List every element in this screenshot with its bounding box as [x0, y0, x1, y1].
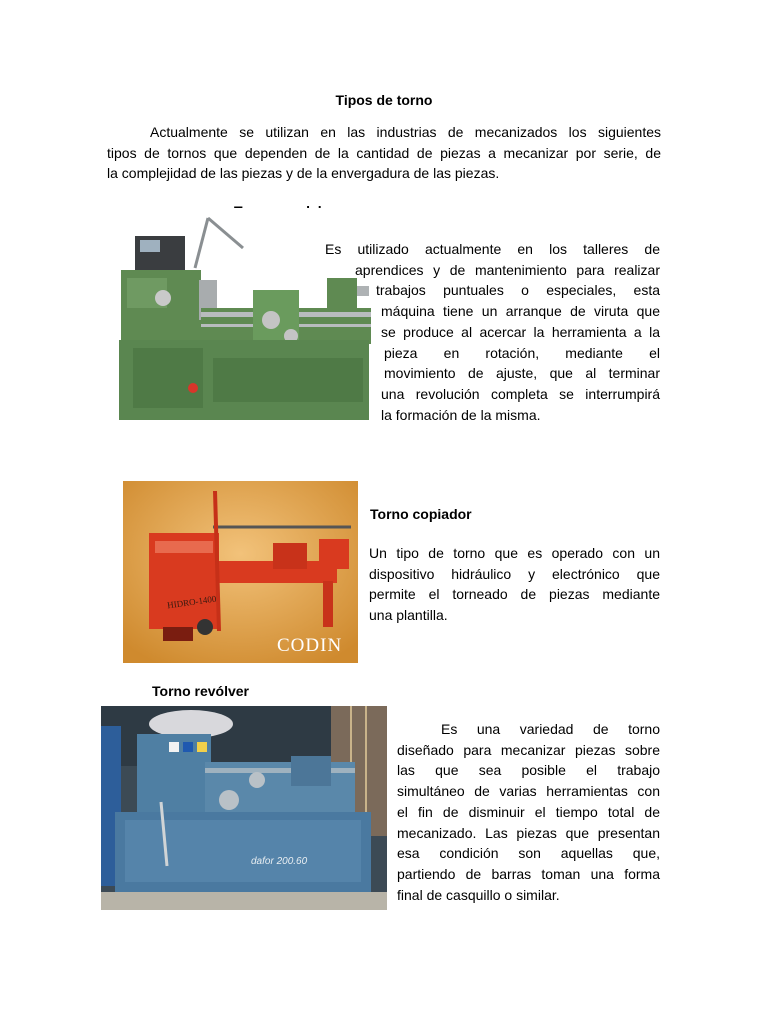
intro-line: la complejidad de las piezas y de la envergadura de las piezas.	[107, 165, 500, 182]
intro-line: tipos de tornos que dependen de la cantidad de piezas a mecanizar por serie, de	[107, 144, 661, 161]
paralelo-line: máquina tiene un arranque de viruta que	[381, 303, 660, 320]
paralelo-line: aprendices y de mantenimiento para realizar	[355, 261, 660, 278]
revolver-line: partiendo de barras toman una forma	[397, 865, 660, 882]
image-label-hidro: HIDRO-1400	[166, 593, 217, 611]
paralelo-line: una revolución completa se interrumpirá	[381, 385, 660, 402]
paralelo-line: se produce al acercar la herramienta a la	[381, 323, 660, 340]
revolver-line: Es una variedad de torno	[441, 721, 660, 737]
copiador-paragraph	[369, 543, 660, 626]
revolver-line: diseñado para mecanizar piezas sobre	[397, 741, 660, 758]
page-title: Tipos de torno	[335, 92, 433, 108]
paralelo-line: pieza en rotación, mediante el	[384, 344, 660, 361]
copiador-line: una plantilla.	[369, 607, 448, 624]
paralelo-line: Es utilizado actualmente en los talleres de	[325, 241, 660, 257]
revolver-line: las que sea posible el trabajo	[397, 762, 660, 779]
revolver-line: mecanizado. Las piezas que presentan	[397, 824, 660, 841]
paralelo-paragraph	[0, 239, 660, 425]
image-torno-copiador	[123, 481, 358, 663]
paralelo-line: movimiento de ajuste, que al terminar	[384, 365, 660, 382]
image-label-dafor: dafor 200.60	[251, 856, 308, 867]
brand-logo-codin: CODIN	[277, 635, 343, 656]
revolver-line: esa condición son aquellas que,	[397, 845, 660, 862]
image-torno-revolver	[101, 706, 387, 910]
revolver-line: simultáneo de varias herramientas con	[397, 783, 660, 800]
copiador-line: dispositivo hidráulico y electrónico que	[369, 565, 660, 582]
heading-torno-copiador: Torno copiador	[370, 506, 472, 522]
revolver-line: el fin de disminuir el tiempo total de	[397, 803, 660, 820]
paralelo-line: la formación de la misma.	[381, 406, 541, 423]
revolver-line: final de casquillo o similar.	[397, 886, 560, 903]
lathe-blue-illustration	[101, 706, 387, 910]
heading-torno-revolver: Torno revólver	[152, 683, 249, 699]
intro-line: Actualmente se utilizan en las industrias de mecanizados los siguientes	[150, 124, 661, 140]
revolver-paragraph	[397, 719, 660, 905]
copiador-line: permite el torneado de piezas mediante	[369, 586, 660, 603]
intro-paragraph	[107, 122, 661, 184]
paralelo-line: trabajos puntuales o especiales, esta	[376, 282, 660, 299]
copiador-line: Un tipo de torno que es operado con un	[369, 545, 660, 561]
